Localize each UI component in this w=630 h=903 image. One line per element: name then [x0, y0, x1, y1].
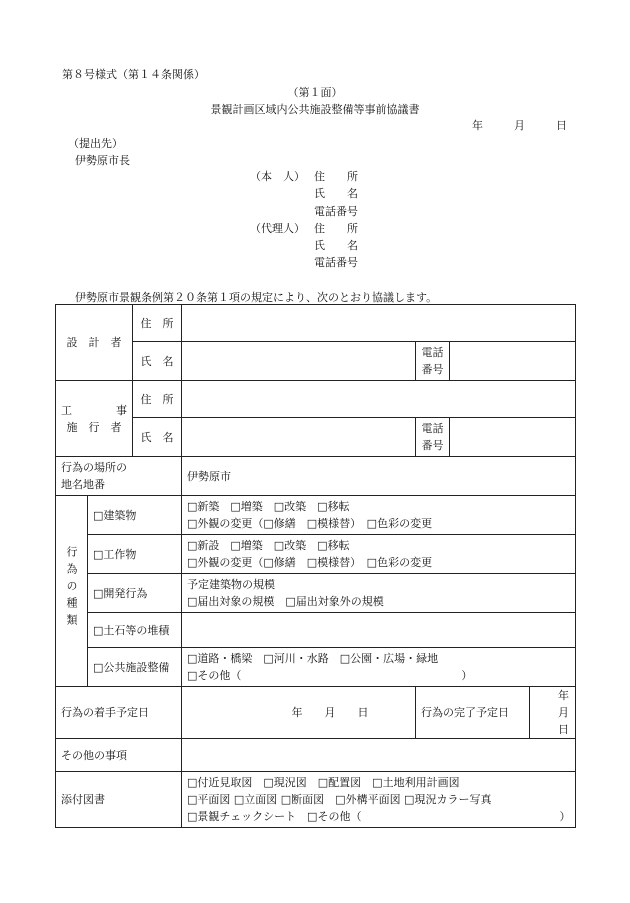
end-date-field[interactable]: 年 月 日 — [558, 689, 592, 736]
kind-public-facility-options[interactable]: □道路・橋梁 □河川・水路 □公園・広場・緑地 □その他（ ） — [182, 648, 576, 687]
designer-name-label: 氏 名 — [133, 342, 182, 381]
page-title: 景観計画区域内公共施設整備等事前協議書 — [210, 103, 420, 116]
designer-address-label: 住 所 — [133, 305, 182, 342]
intro-text: 伊勢原市景観条例第２０条第１項の規定により、次のとおり協議します。 — [75, 291, 438, 304]
self-phone-label: 電話番号 — [314, 205, 358, 218]
addressee: 伊勢原市長 — [75, 154, 130, 167]
start-date-label: 行為の着手予定日 — [56, 687, 182, 739]
kind-structure-checkbox[interactable]: □工作物 — [88, 535, 182, 574]
date-year: 年 — [472, 119, 483, 132]
contractor-name-field[interactable] — [182, 418, 416, 457]
kind-building-checkbox[interactable]: □建築物 — [88, 496, 182, 535]
attachments-label: 添付図書 — [56, 772, 182, 828]
end-date-cell — [416, 687, 592, 739]
contractor-address-label: 住 所 — [133, 381, 182, 418]
submit-to-label: （提出先） — [68, 137, 123, 150]
designer-phone-field[interactable] — [450, 342, 576, 381]
form-number: 第８号様式（第１４条関係） — [62, 68, 205, 81]
contractor-phone-field[interactable] — [450, 418, 576, 457]
location-label: 行為の場所の 地名地番 — [56, 457, 182, 496]
designer-address-field[interactable] — [182, 305, 576, 342]
agent-name-label: 氏 名 — [314, 239, 358, 252]
self-label: （本 人） — [250, 170, 305, 183]
contractor-label: 工 事 施 行 者 — [56, 381, 133, 457]
contractor-address-field[interactable] — [182, 381, 576, 418]
kind-public-facility-checkbox[interactable]: □公共施設整備 — [88, 648, 182, 687]
date-line — [472, 117, 567, 133]
kind-development-options[interactable]: 予定建築物の規模 □届出対象の規模 □届出対象外の規模 — [182, 574, 576, 613]
start-date-field[interactable]: 年 月 日 — [182, 687, 416, 739]
kind-soil-checkbox[interactable]: □土石等の堆積 — [88, 613, 182, 648]
consultation-form-table — [55, 304, 592, 828]
designer-label: 設 計 者 — [56, 305, 133, 381]
date-day: 日 — [556, 119, 567, 132]
self-name-label: 氏 名 — [314, 187, 358, 200]
face-label: （第１面） — [287, 86, 343, 99]
location-field[interactable]: 伊勢原市 — [182, 457, 576, 496]
end-date-label: 行為の完了予定日 — [416, 687, 530, 738]
contractor-name-label: 氏 名 — [133, 418, 182, 457]
self-address-label: 住 所 — [314, 170, 358, 183]
kind-soil-options[interactable] — [182, 613, 576, 648]
attachments-options[interactable]: □付近見取図 □現況図 □配置図 □土地利用計画図 □平面図 □立面図 □断面図 □外構平面図 □現況カラー写真 □景観チェックシート □その他（ ） — [182, 772, 576, 828]
contractor-phone-label: 電話 番号 — [416, 418, 450, 457]
kind-building-options[interactable]: □新築 □増築 □改築 □移転 □外観の変更（□修繕 □模様替） □色彩の変更 — [182, 496, 576, 535]
kind-structure-options[interactable]: □新設 □増築 □改築 □移転 □外観の変更（□修繕 □模様替） □色彩の変更 — [182, 535, 576, 574]
other-matters-field[interactable] — [182, 739, 576, 772]
other-matters-label: その他の事項 — [56, 739, 182, 772]
agent-phone-label: 電話番号 — [314, 256, 358, 269]
kind-development-checkbox[interactable]: □開発行為 — [88, 574, 182, 613]
date-month: 月 — [514, 119, 525, 132]
kind-label: 行為の種類 — [56, 496, 88, 687]
agent-address-label: 住 所 — [314, 222, 358, 235]
designer-name-field[interactable] — [182, 342, 416, 381]
agent-label: （代理人） — [250, 222, 305, 235]
designer-phone-label: 電話 番号 — [416, 342, 450, 381]
